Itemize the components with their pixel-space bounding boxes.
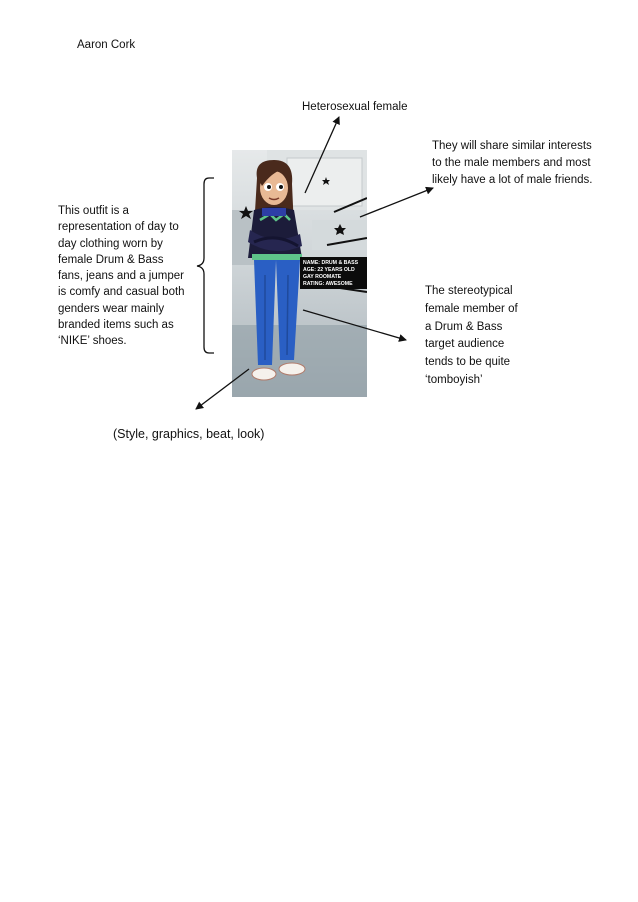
annotation-line: ‘tomboyish’ [425,373,483,386]
arrow-to-right-bottom [303,310,406,340]
annotation-line: a Drum & Bass [425,320,503,333]
annotation-line: female Drum & Bass [58,253,164,266]
arrow-to-footer [196,369,249,409]
annotation-line: They will share similar interests [432,140,592,152]
annotation-line: likely have a lot of male friends. [432,174,593,186]
annotation-line: branded items such as [58,319,174,332]
author-name: Aaron Cork [77,39,136,51]
annotation-line: to the male members and most [432,157,591,169]
annotation-line: day clothing worn by [58,237,163,250]
annotation-top-label: Heterosexual female [302,101,408,113]
annotation-line: is comfy and casual both [58,286,185,299]
arrow-to-right-top [360,188,433,217]
annotation-line: ‘NIKE’ shoes. [58,335,127,348]
annotation-line: tends to be quite [425,356,511,369]
annotation-line: genders wear mainly [58,302,165,315]
character-rating: RATING: AWESOME [303,281,353,287]
annotation-line: representation of day to [58,221,179,234]
character-roommate: GAY ROOMATE [303,274,342,280]
annotation-line: target audience [425,338,505,351]
annotation-line: This outfit is a [58,205,129,217]
annotation-line: female member of [425,302,518,315]
annotation-line: The stereotypical [425,285,513,297]
footer-caption: (Style, graphics, beat, look) [113,427,265,441]
annotation-line: fans, jeans and a jumper [58,270,184,283]
curly-brace [197,178,214,353]
arrow-to-top-label [305,117,339,193]
character-name: NAME: DRUM & BASS [303,260,359,266]
character-age: AGE: 22 YEARS OLD [303,267,355,273]
